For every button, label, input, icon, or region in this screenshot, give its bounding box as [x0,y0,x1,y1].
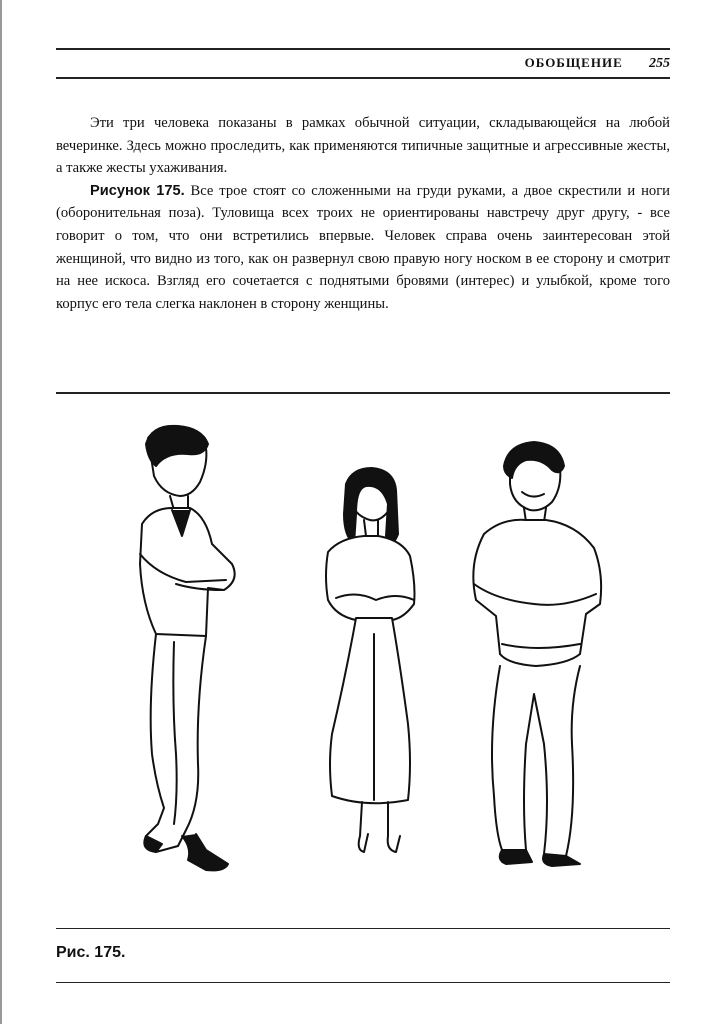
header-bottom-rule [56,77,670,79]
paragraph-figure-text: Все трое стоят со сложенными на груди руками, а двое скрестили и ноги (оборонительная поза). Туловища всех троих не ориентированы навстречу друг другу, - все говорит о том, что они встретились впервые. Человек справа очень заинтересован этой женщиной, что видно из того, как он развернул свою правую ногу носком в ее сторону и смотрит на нее искоса. Взгляд его сочетается с поднятыми бровями (интерес) и улыбкой, кроме того корпус его тела слегка наклонен в сторону женщины. [56,182,670,312]
figure-caption: Рис. 175. [56,944,126,961]
paragraph-figure-description [56,180,670,316]
running-head [525,55,670,72]
figure-man-left [140,426,235,871]
caption-bottom-rule [56,982,670,983]
header-top-rule [56,48,670,50]
figure-man-right [473,442,601,866]
section-title: ОБОБЩЕНИЕ [524,55,623,70]
figure-illustration [56,404,670,924]
figure-woman-center [326,468,415,852]
page-number: 255 [649,56,670,71]
body-text [56,112,670,315]
figure-reference: Рисунок 175. [90,182,185,199]
paragraph-intro [56,112,670,180]
figure-top-rule [56,392,670,394]
caption-top-rule [56,928,670,929]
paragraph-intro-text: Эти три человека показаны в рамках обычной ситуации, складывающейся на любой вечеринке. Здесь можно проследить, как применяются типичные защитные и агрессивные жесты, а также жесты ухаживания. [56,115,670,177]
page-edge [0,0,2,1024]
